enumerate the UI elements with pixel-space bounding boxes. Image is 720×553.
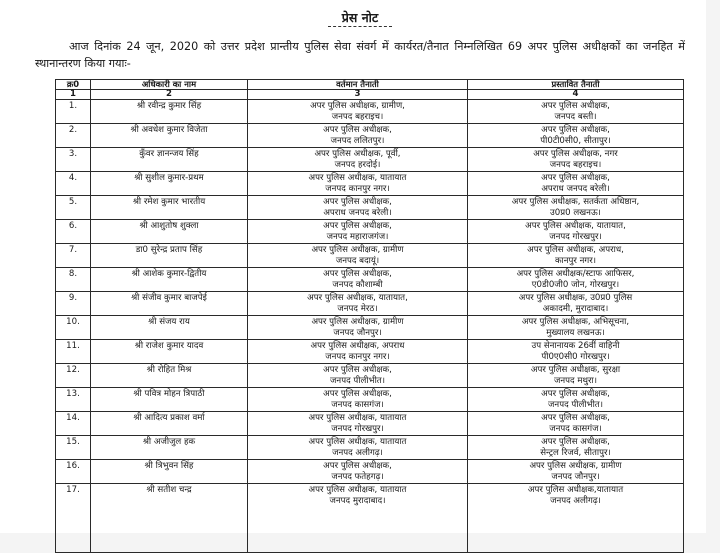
- posting-line: अपर पुलिस अधीक्षक,: [323, 197, 392, 207]
- current-posting: [248, 364, 468, 388]
- table-row: [56, 316, 684, 340]
- proposed-posting: [468, 388, 684, 412]
- current-posting: [248, 388, 468, 412]
- posting-line: जनपद बहराइच।: [331, 111, 384, 122]
- posting-line: ए0डी0जी0 जोन, गोरखपुर।: [531, 279, 620, 290]
- table-row: [56, 268, 684, 292]
- posting-line: जनपद बहराइच।: [549, 159, 602, 170]
- posting-line: अपर पुलिस अधीक्षक, सतर्कता अधिष्ठान,: [511, 197, 640, 207]
- posting-line: अपर पुलिस अधीक्षक, यातायात: [308, 485, 407, 495]
- table-row: [56, 100, 684, 124]
- serial-number: 5.: [56, 196, 91, 220]
- officer-name: श्री संजीव कुमार बाजपेई: [91, 292, 248, 316]
- posting-line: जनपद जौनपुर।: [551, 471, 600, 482]
- serial-number: 2.: [56, 124, 91, 148]
- officer-name: श्री आशुतोष शुक्ला: [91, 220, 248, 244]
- proposed-posting: [468, 124, 684, 148]
- serial-number: 13.: [56, 388, 91, 412]
- posting-line: जनपद हरदोई।: [334, 159, 381, 170]
- proposed-posting: [468, 196, 684, 220]
- posting-line: अपर पुलिस अधीक्षक,: [541, 413, 610, 423]
- officer-name: श्री आदित्य प्रकाश वर्मा: [91, 412, 248, 436]
- posting-line: अपर पुलिस अधीक्षक, यातायात: [308, 413, 407, 423]
- posting-line: जनपद मुरादाबाद।: [329, 495, 386, 506]
- proposed-posting: [468, 100, 684, 124]
- proposed-posting: [468, 364, 684, 388]
- officer-name: श्री अवधेश कुमार विजेता: [91, 124, 248, 148]
- posting-line: अपर पुलिस अधीक्षक, नगर: [533, 149, 618, 159]
- posting-line: अपर पुलिस अधीक्षक,: [541, 173, 610, 183]
- posting-line: अपर पुलिस अधीक्षक,: [541, 389, 610, 399]
- posting-line: जनपद मथुरा।: [554, 375, 597, 386]
- posting-line: कानपुर नगर।: [554, 255, 597, 266]
- posting-line: अपर पुलिस अधीक्षक,: [323, 269, 392, 279]
- intro-paragraph: आज दिनांक 24 जून, 2020 को उत्तर प्रदेश प्रान्तीय पुलिस सेवा संवर्ग में कार्यरत/तैनात निम्नलिखित 69 अपर पुलिस अधीक्षकों का जनहित में स्थानान्तरण किया गयाः-: [35, 40, 685, 70]
- posting-line: अपर पुलिस अधीक्षक,: [323, 365, 392, 375]
- serial-number: 8.: [56, 268, 91, 292]
- header-current-posting: वर्तमान तैनाती: [248, 80, 468, 90]
- officer-name: श्री सुशील कुमार-प्रथम: [91, 172, 248, 196]
- officer-name: कुँवर ज्ञानन्जय सिंह: [91, 148, 248, 172]
- current-posting: [248, 340, 468, 364]
- serial-number: 10.: [56, 316, 91, 340]
- posting-line: अपर पुलिस अधीक्षक, अपराध: [310, 341, 405, 351]
- posting-line: अपर पुलिस अधीक्षक, यातायात,: [307, 293, 408, 303]
- posting-line: अपर पुलिस अधीक्षक, ग्रामीण: [311, 317, 404, 327]
- proposed-posting: [468, 268, 684, 292]
- posting-line: अपराध जनपद बरेली।: [541, 183, 610, 194]
- posting-line: पी0ए0सी0 गोरखपुर।: [541, 351, 610, 362]
- posting-line: जनपद कौशाम्बी: [332, 279, 383, 290]
- proposed-posting: [468, 148, 684, 172]
- column-number: 2: [91, 90, 248, 100]
- posting-line: अपर पुलिस अधीक्षक, ग्रामीण: [311, 245, 404, 255]
- proposed-posting: [468, 460, 684, 484]
- posting-line: पी0टी0सी0, सीतापुर।: [540, 135, 611, 146]
- serial-number: 16.: [56, 460, 91, 484]
- posting-line: अपर पुलिस अधीक्षक,: [323, 461, 392, 471]
- table-row: [56, 412, 684, 436]
- posting-line: जनपद कानपुर नगर।: [325, 351, 390, 362]
- officer-name: श्री अजीजुल हक: [91, 436, 248, 460]
- current-posting: [248, 292, 468, 316]
- posting-line: अपराध जनपद बरेली।: [323, 207, 392, 218]
- officer-name: श्री रवीन्द्र कुमार सिंह: [91, 100, 248, 124]
- proposed-posting: [468, 220, 684, 244]
- current-posting: [248, 412, 468, 436]
- posting-line: अपर पुलिस अधीक्षक, ग्रामीण: [529, 461, 622, 471]
- posting-line: अपर पुलिस अधीक्षक, सुरक्षा: [530, 365, 621, 375]
- posting-line: जनपद कासगंज।: [331, 399, 384, 410]
- current-posting: [248, 100, 468, 124]
- posting-line: अपर पुलिस अधीक्षक, अपराध,: [527, 245, 624, 255]
- posting-line: अपर पुलिस अधीक्षक, यातायात,: [525, 221, 626, 231]
- officer-name: श्री रोहित मिश्र: [91, 364, 248, 388]
- posting-line: उप सेनानायक 26वीं वाहिनी: [531, 341, 620, 351]
- page-title: प्रेस नोट: [341, 10, 379, 25]
- posting-line: अपर पुलिस अधीक्षक,: [541, 101, 610, 111]
- officer-name: श्री आशेक कुमार-द्वितीय: [91, 268, 248, 292]
- posting-line: जनपद गोरखपुर।: [331, 423, 384, 434]
- table-row: [56, 388, 684, 412]
- serial-number: 1.: [56, 100, 91, 124]
- posting-line: अकादमी, मुरादाबाद।: [542, 303, 609, 314]
- posting-line: जनपद पीलीभीत।: [330, 375, 385, 386]
- serial-number: 11.: [56, 340, 91, 364]
- table-row: [56, 484, 684, 553]
- proposed-posting: [468, 412, 684, 436]
- posting-line: जनपद गोरखपुर।: [549, 231, 602, 242]
- proposed-posting: [468, 172, 684, 196]
- column-number-row: [56, 90, 684, 100]
- officer-name: श्री संजय राय: [91, 316, 248, 340]
- header-officer-name: अधिकारी का नाम: [91, 80, 248, 90]
- current-posting: [248, 268, 468, 292]
- current-posting: [248, 220, 468, 244]
- table-row: [56, 220, 684, 244]
- posting-line: जनपद कासगंज।: [549, 423, 602, 434]
- posting-line: अपर पुलिस अधीक्षक,यातायात: [527, 485, 624, 495]
- officer-name: श्री त्रिभुवन सिंह: [91, 460, 248, 484]
- posting-line: अपर पुलिस अधीक्षक, ग्रामीण,: [310, 101, 405, 111]
- current-posting: [248, 484, 468, 553]
- officer-name: श्री राजेश कुमार यादव: [91, 340, 248, 364]
- posting-line: अपर पुलिस अधीक्षक,: [541, 437, 610, 447]
- posting-line: जनपद अलीगढ़।: [332, 447, 383, 458]
- posting-line: जनपद फतेहगढ़।: [331, 471, 384, 482]
- proposed-posting: [468, 340, 684, 364]
- table-row: [56, 148, 684, 172]
- posting-line: अपर पुलिस अधीक्षक, पूर्वी,: [314, 149, 401, 159]
- posting-line: जनपद जौनपुर।: [333, 327, 382, 338]
- table-row: [56, 460, 684, 484]
- serial-number: 6.: [56, 220, 91, 244]
- posting-line: अपर पुलिस अधीक्षक, उ0प्र0 पुलिस: [518, 293, 633, 303]
- header-serial: क्र0: [56, 80, 91, 90]
- serial-number: 7.: [56, 244, 91, 268]
- posting-line: अपर पुलिस अधीक्षक,: [323, 389, 392, 399]
- column-number: 3: [248, 90, 468, 100]
- posting-line: अपर पुलिस अधीक्षक,: [541, 125, 610, 135]
- posting-line: सेन्ट्रल रिजर्व, सीतापुर।: [540, 447, 611, 458]
- posting-line: अपर पुलिस अधीक्षक,: [323, 221, 392, 231]
- serial-number: 15.: [56, 436, 91, 460]
- current-posting: [248, 460, 468, 484]
- table-row: [56, 244, 684, 268]
- column-number: 4: [468, 90, 684, 100]
- officer-name: श्री सतीश चन्द्र: [91, 484, 248, 553]
- title-underline: [328, 26, 392, 27]
- current-posting: [248, 196, 468, 220]
- current-posting: [248, 124, 468, 148]
- current-posting: [248, 244, 468, 268]
- posting-line: अपर पुलिस अधीक्षक/स्टाफ आफिसर,: [516, 269, 635, 279]
- officer-name: श्री रमेश कुमार भारतीय: [91, 196, 248, 220]
- table-row: [56, 124, 684, 148]
- serial-number: 12.: [56, 364, 91, 388]
- column-number: 1: [56, 90, 91, 100]
- posting-line: अपर पुलिस अधीक्षक, यातायात: [308, 437, 407, 447]
- officer-name: डा0 सुरेन्द्र प्रताप सिंह: [91, 244, 248, 268]
- serial-number: 14.: [56, 412, 91, 436]
- posting-line: जनपद अलीगढ़।: [550, 495, 601, 506]
- proposed-posting: [468, 484, 684, 553]
- current-posting: [248, 148, 468, 172]
- serial-number: 3.: [56, 148, 91, 172]
- posting-line: मुख्यालय लखनऊ।: [546, 327, 605, 338]
- proposed-posting: [468, 316, 684, 340]
- proposed-posting: [468, 436, 684, 460]
- posting-line: जनपद महाराजगंज।: [326, 231, 389, 242]
- table-row: [56, 340, 684, 364]
- table-row: [56, 196, 684, 220]
- officer-name: श्री पवित्र मोहन त्रिपाठी: [91, 388, 248, 412]
- posting-line: जनपद मेरठ।: [337, 303, 378, 314]
- posting-line: जनपद ललितपुर।: [330, 135, 385, 146]
- proposed-posting: [468, 292, 684, 316]
- posting-line: अपर पुलिस अधीक्षक, यातायात: [308, 173, 407, 183]
- table-row: [56, 436, 684, 460]
- serial-number: 9.: [56, 292, 91, 316]
- header-proposed-posting: प्रस्तावित तैनाती: [468, 80, 684, 90]
- transfer-table: [55, 79, 684, 553]
- current-posting: [248, 436, 468, 460]
- proposed-posting: [468, 244, 684, 268]
- posting-line: जनपद बस्ती।: [554, 111, 597, 122]
- posting-line: जनपद बदायूं।: [335, 255, 380, 266]
- table-row: [56, 292, 684, 316]
- serial-number: 4.: [56, 172, 91, 196]
- current-posting: [248, 172, 468, 196]
- table-row: [56, 364, 684, 388]
- posting-line: उ0प्र0 लखनऊ।: [550, 207, 601, 218]
- posting-line: अपर पुलिस अधीक्षक, अभिसूचना,: [521, 317, 630, 327]
- header-row: [56, 80, 684, 90]
- posting-line: जनपद पीलीभीत।: [548, 399, 603, 410]
- serial-number: 17.: [56, 484, 91, 553]
- posting-line: अपर पुलिस अधीक्षक,: [323, 125, 392, 135]
- table-row: [56, 172, 684, 196]
- current-posting: [248, 316, 468, 340]
- posting-line: जनपद कानपुर नगर।: [325, 183, 390, 194]
